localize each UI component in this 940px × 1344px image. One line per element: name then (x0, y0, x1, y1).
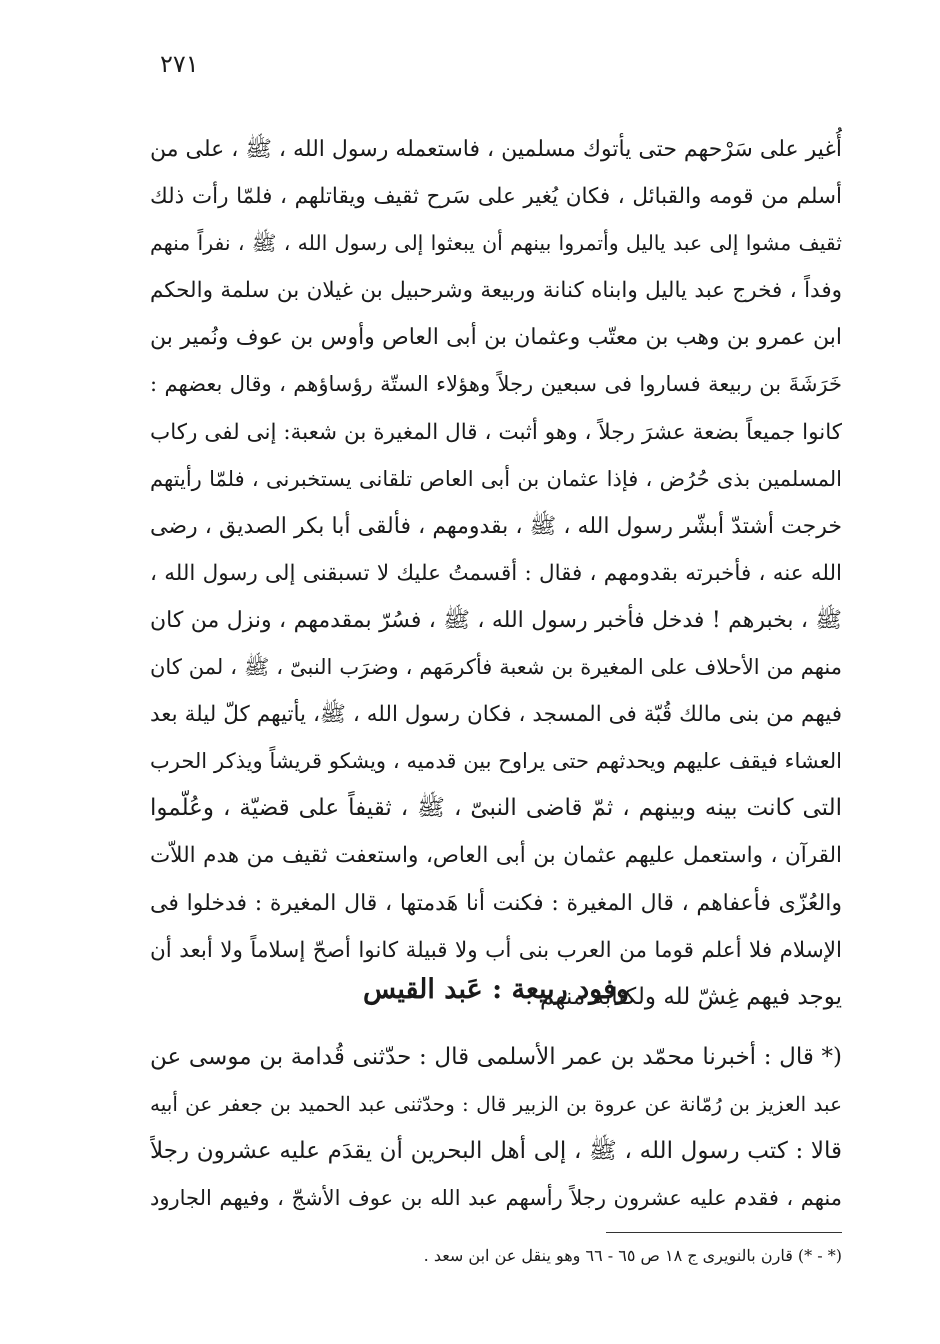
text-line: والعُزّى فأعفاهم ، قال المغيرة : فكنت أنا هَدمتها ، قال المغيرة : فدخلوا فى (150, 890, 842, 916)
text-line: قالا : كتب رسول الله ، ﷺ ، إلى أهل البحرين أن يقدَم عليه عشرون رجلاً (150, 1138, 842, 1165)
section-heading: وفود ربيعة : عَبد القيس (362, 974, 630, 1005)
text-line: ابن عمرو بن وهب بن معتّب وعثمان بن أبى العاص وأوس بن عوف ونُمير بن (150, 325, 842, 351)
text-line: خرجت أشتدّ أبشّر رسول الله ، ﷺ ، بقدومهم ، فألقى أبا بكر الصديق ، رضى (150, 513, 842, 539)
text-line: القرآن ، واستعمل عليهم عثمان بن أبى العاص، واستعفت ثقيف من هدم اللاّت (150, 843, 842, 869)
page-number: ٢٧١ (160, 50, 199, 78)
footnote-divider (606, 1232, 842, 1233)
text-line: العشاء فيقف عليهم ويحدثهم حتى يراوح بين قدميه ، ويشكو قريشاً ويذكر الحرب (150, 749, 842, 774)
text-line: منهم ، فقدم عليه عشرون رجلاً رأسهم عبد الله بن عوف الأشجّ ، وفيهم الجارود (150, 1186, 842, 1211)
text-line: أُغير على سَرْحهم حتى يأتوك مسلمين ، فاستعمله رسول الله ، ﷺ ، على من (150, 137, 842, 162)
text-line: خَرَشَةَ بن ربيعة فساروا فى سبعين رجلاً وهؤلاء الستّة رؤساؤهم ، وقال بعضهم : (150, 372, 842, 397)
text-line: (* قال : أخبرنا محمّد بن عمر الأسلمى قال : حدّثنى قُدامة بن موسى عن (150, 1044, 842, 1070)
text-line: الإسلام فلا أعلم قوما من العرب بنى أب ولا قبيلة كانوا أصحّ إسلاماً ولا أبعد أن (150, 937, 842, 963)
text-line: التى كانت بينه وبينهم ، ثمّ قاضى النبىّ ، ﷺ ، ثقيفاً على قضيّة ، وعُلّموا (150, 795, 842, 822)
text-line: المسلمين بذى حُرُض ، فإذا عثمان بن أبى العاص تلقانى يستخبرنى ، فلمّا رأيتهم (150, 466, 842, 491)
text-line: كانوا جميعاً بضعة عشرَ رجلاً ، وهو أثبت ، قال المغيرة بن شعبة: إنى لفى ركاب (150, 419, 842, 445)
text-line: وفداً ، فخرج عبد ياليل وابناه كنانة وربيعة وشرحبيل بن غيلان بن سلمة والحكم (150, 278, 842, 304)
text-line: ﷺ ، بخبرهم ! فدخل فأخبر رسول الله ، ﷺ ، فسُرّ بمقدمهم ، ونزل من كان (150, 607, 842, 633)
text-line: الله عنه ، فأخبرته بقدومهم ، فقال : أقسمتُ عليك لا تسبقنى إلى رسول الله ، (150, 560, 842, 586)
section-text (150, 1034, 842, 1222)
text-line: فيهم من بنى مالك قُبّة فى المسجد ، فكان رسول الله ، ﷺ، يأتيهم كلّ ليلة بعد (150, 702, 842, 728)
text-line: يوجد فيهم غِشّ لله ولكتابه منهم . (525, 983, 842, 1010)
main-text (150, 126, 842, 1021)
text-line: ثقيف مشوا إلى عبد ياليل وأتمروا بينهم أن يبعثوا إلى رسول الله ، ﷺ ، نفراً منهم (150, 231, 842, 256)
footnote: (* - *) قارن بالنويرى ج ١٨ ص ٦٥ - ٦٦ وهو ينقل عن ابن سعد . (423, 1246, 842, 1265)
text-line: منهم من الأحلاف على المغيرة بن شعبة فأكرمَهم ، وضرَب النبىّ ، ﷺ ، لمن كان (150, 655, 842, 680)
text-line: أسلم من قومه والقبائل ، فكان يُغير على سَرح ثقيف ويقاتلهم ، فلمّا رأت ذلك (150, 184, 842, 210)
text-line: عبد العزيز بن رُمّانة عن عروة بن الزبير قال : وحدّثنى عبد الحميد بن جعفر عن أبيه (150, 1092, 842, 1117)
